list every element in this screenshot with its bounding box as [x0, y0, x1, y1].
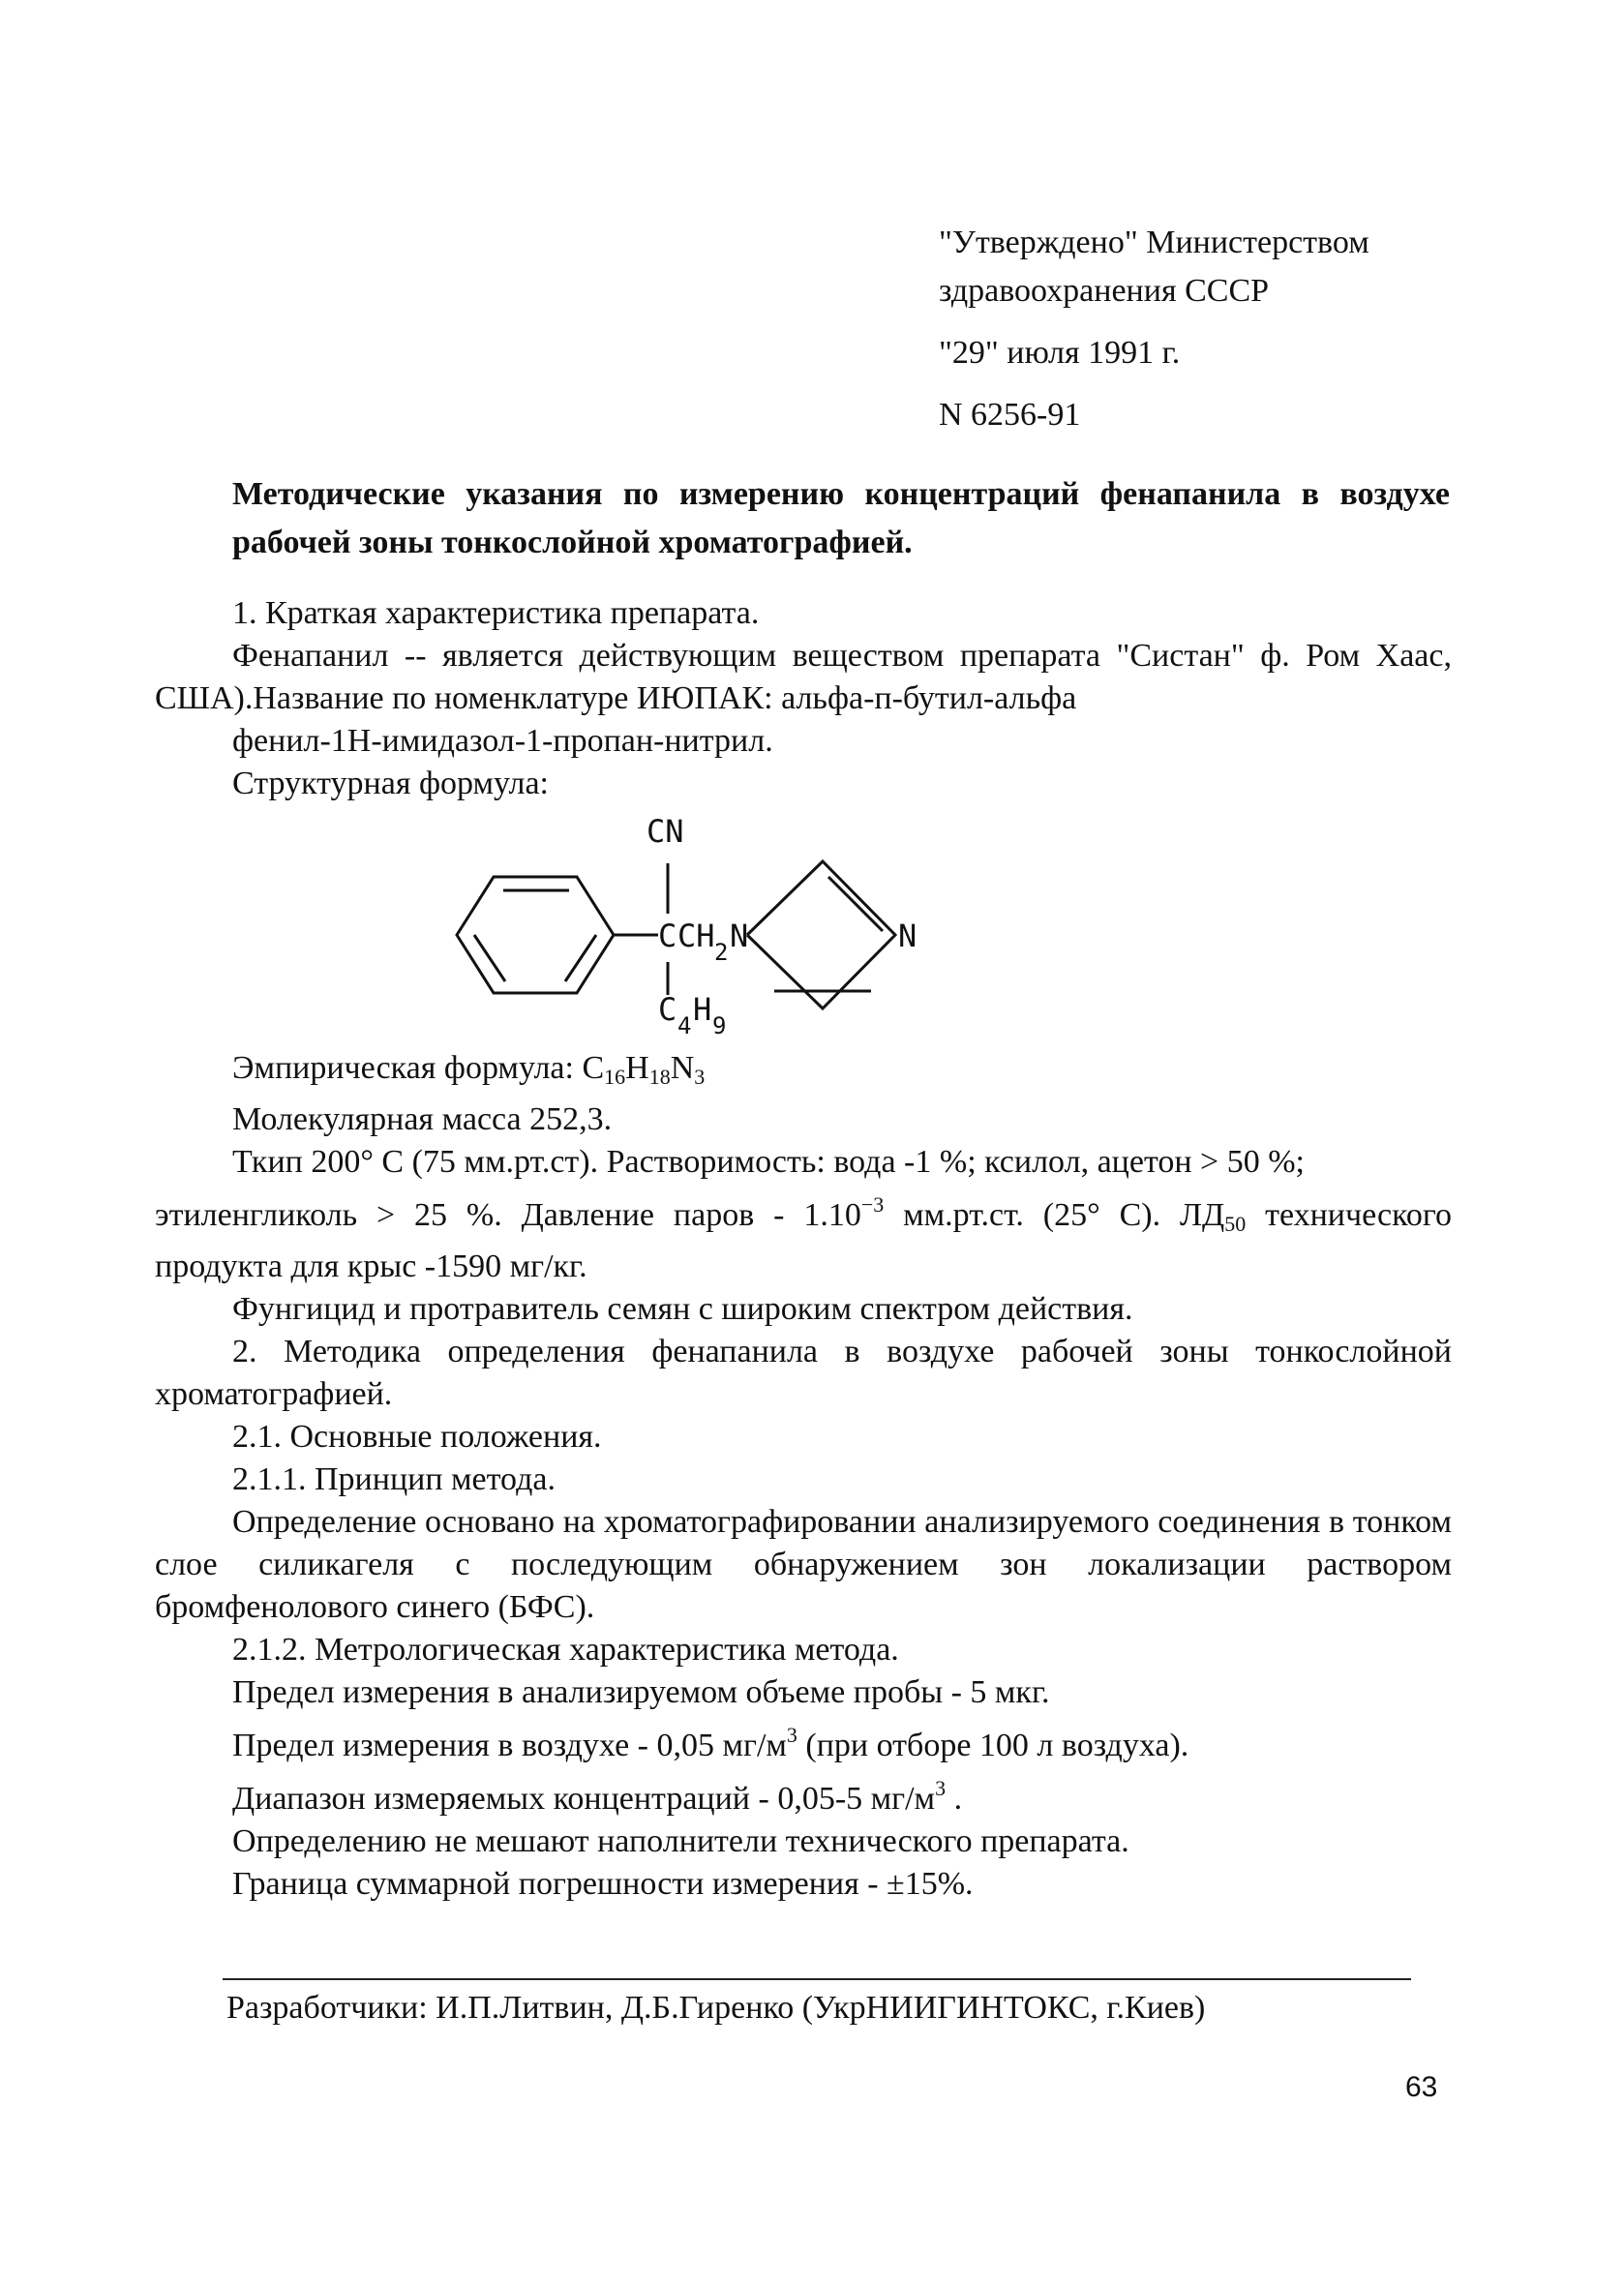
- concentration-range: [155, 1767, 1452, 1820]
- empirical-formula: [155, 1047, 1452, 1098]
- emp-c-sub: 16: [604, 1065, 626, 1089]
- section2-heading: 2. Методика определения фенапанила в воздухе рабочей зоны тонкослойной хроматографией.: [155, 1334, 1452, 1412]
- molecular-mass: Молекулярная масса 252,3.: [232, 1101, 613, 1137]
- emp-h: H: [625, 1050, 649, 1086]
- props-b-text: этиленгликоль > 25 %. Давление паров - 1.10: [155, 1197, 861, 1233]
- approval-line-ministry: "Утверждено" Министерством: [939, 225, 1369, 260]
- butyl-hydrogen: H: [693, 991, 712, 1028]
- ch2-subscript: 2: [714, 939, 729, 966]
- emp-h-sub: 18: [648, 1065, 671, 1089]
- section-2-1-2: 2.1.2. Метрологическая характеристика метода.: [232, 1632, 899, 1668]
- approval-number: N 6256-91: [939, 397, 1081, 433]
- ld50-subscript: 50: [1224, 1212, 1247, 1236]
- limit-air-text: Предел измерения в воздухе - 0,05 мг/м: [232, 1728, 787, 1763]
- structural-formula-label: Структурная формула:: [232, 766, 550, 801]
- carbon-atom: C: [658, 917, 677, 954]
- imidazole-ring: [747, 861, 895, 1008]
- method-principle: Определение основано на хроматографировании анализируемого соединения в тонком слое силикагеля с последующим обнаружением зон локализации раствором бромфенолового синего (БФС).: [155, 1504, 1452, 1625]
- range-end: .: [946, 1781, 963, 1817]
- approval-block: [939, 219, 1369, 439]
- properties-line-2: [155, 1184, 1452, 1288]
- range-text: Диапазон измеряемых концентраций - 0,05-5 мг/м: [232, 1781, 936, 1817]
- iupac-name-cont: фенил-1Н-имидазол-1-пропан-нитрил.: [232, 723, 773, 759]
- butyl-c-subscript: 4: [677, 1012, 692, 1039]
- vapor-exponent: −3: [860, 1192, 885, 1217]
- props-c-text: мм.рт.ст. (25° С). ЛД: [884, 1197, 1225, 1233]
- limit-air-cube: 3: [786, 1723, 797, 1747]
- section1-heading: 1. Краткая характеристика препарата.: [232, 595, 760, 631]
- nitrogen-atom-1: N: [730, 917, 749, 954]
- structural-formula-diagram: [155, 805, 1452, 1047]
- props-d-text: технического продукта для крыс -1590 мг/кг.: [155, 1197, 1453, 1284]
- ch2-group: CH: [677, 917, 715, 954]
- fillers-note: Определению не мешают наполнители технического препарата.: [232, 1823, 1129, 1859]
- document-title: Методические указания по измерению концентраций фенапанила в воздухе рабочей зоны тонкослойной хроматографией.: [232, 476, 1450, 560]
- desc-text-a: Фенапанил -- является действующим веществом препарата "Систан" ф. Ром Хаас, США).Название по номенклатуре ИЮПАК: альфа-п-бутил-альфа: [155, 638, 1452, 716]
- empirical-label: Эмпирическая формула: C: [232, 1050, 605, 1086]
- butyl-h-subscript: 9: [712, 1012, 727, 1039]
- limit-in-sample: Предел измерения в анализируемом объеме пробы - 5 мкг.: [232, 1674, 1050, 1710]
- footer-divider: [223, 1978, 1411, 1980]
- section-2-1: 2.1. Основные положения.: [232, 1419, 602, 1455]
- range-cube: 3: [935, 1776, 947, 1800]
- benzene-double-bond-3: [474, 935, 505, 981]
- error-bound: Граница суммарной погрешности измерения - ±15%.: [232, 1866, 974, 1902]
- section-2-1-1: 2.1.1. Принцип метода.: [232, 1461, 556, 1497]
- fungicide-use: Фунгицид и протравитель семян с широким спектром действия.: [232, 1291, 1133, 1327]
- cn-group: CN: [647, 813, 684, 850]
- emp-n: N: [670, 1050, 695, 1086]
- approval-date: "29" июля 1991 г.: [939, 335, 1181, 371]
- authors-line: Разработчики: И.П.Литвин, Д.Б.Гиренко (УкрНИИГИНТОКС, г.Киев): [226, 1990, 1206, 2026]
- benzene-ring: [457, 877, 614, 993]
- limit-air-note: (при отборе 100 л воздуха).: [797, 1728, 1189, 1763]
- butyl-carbon: C: [658, 991, 677, 1028]
- structural-formula: [155, 805, 1452, 1047]
- emp-n-sub: 3: [694, 1065, 706, 1089]
- page-number: 63: [1405, 2071, 1438, 2103]
- benzene-double-bond-2: [565, 935, 596, 981]
- document-body: [155, 592, 1452, 1906]
- approval-line-health: здравоохранения СССР: [939, 273, 1270, 309]
- properties-line-1: Ткип 200° С (75 мм.рт.ст). Растворимость: вода -1 %; ксилол, ацетон > 50 %;: [232, 1144, 1306, 1180]
- preparation-description: [155, 635, 1452, 720]
- nitrogen-atom-2: N: [898, 917, 917, 954]
- imidazole-double-bond-1: [828, 877, 883, 931]
- limit-in-air: [155, 1714, 1452, 1767]
